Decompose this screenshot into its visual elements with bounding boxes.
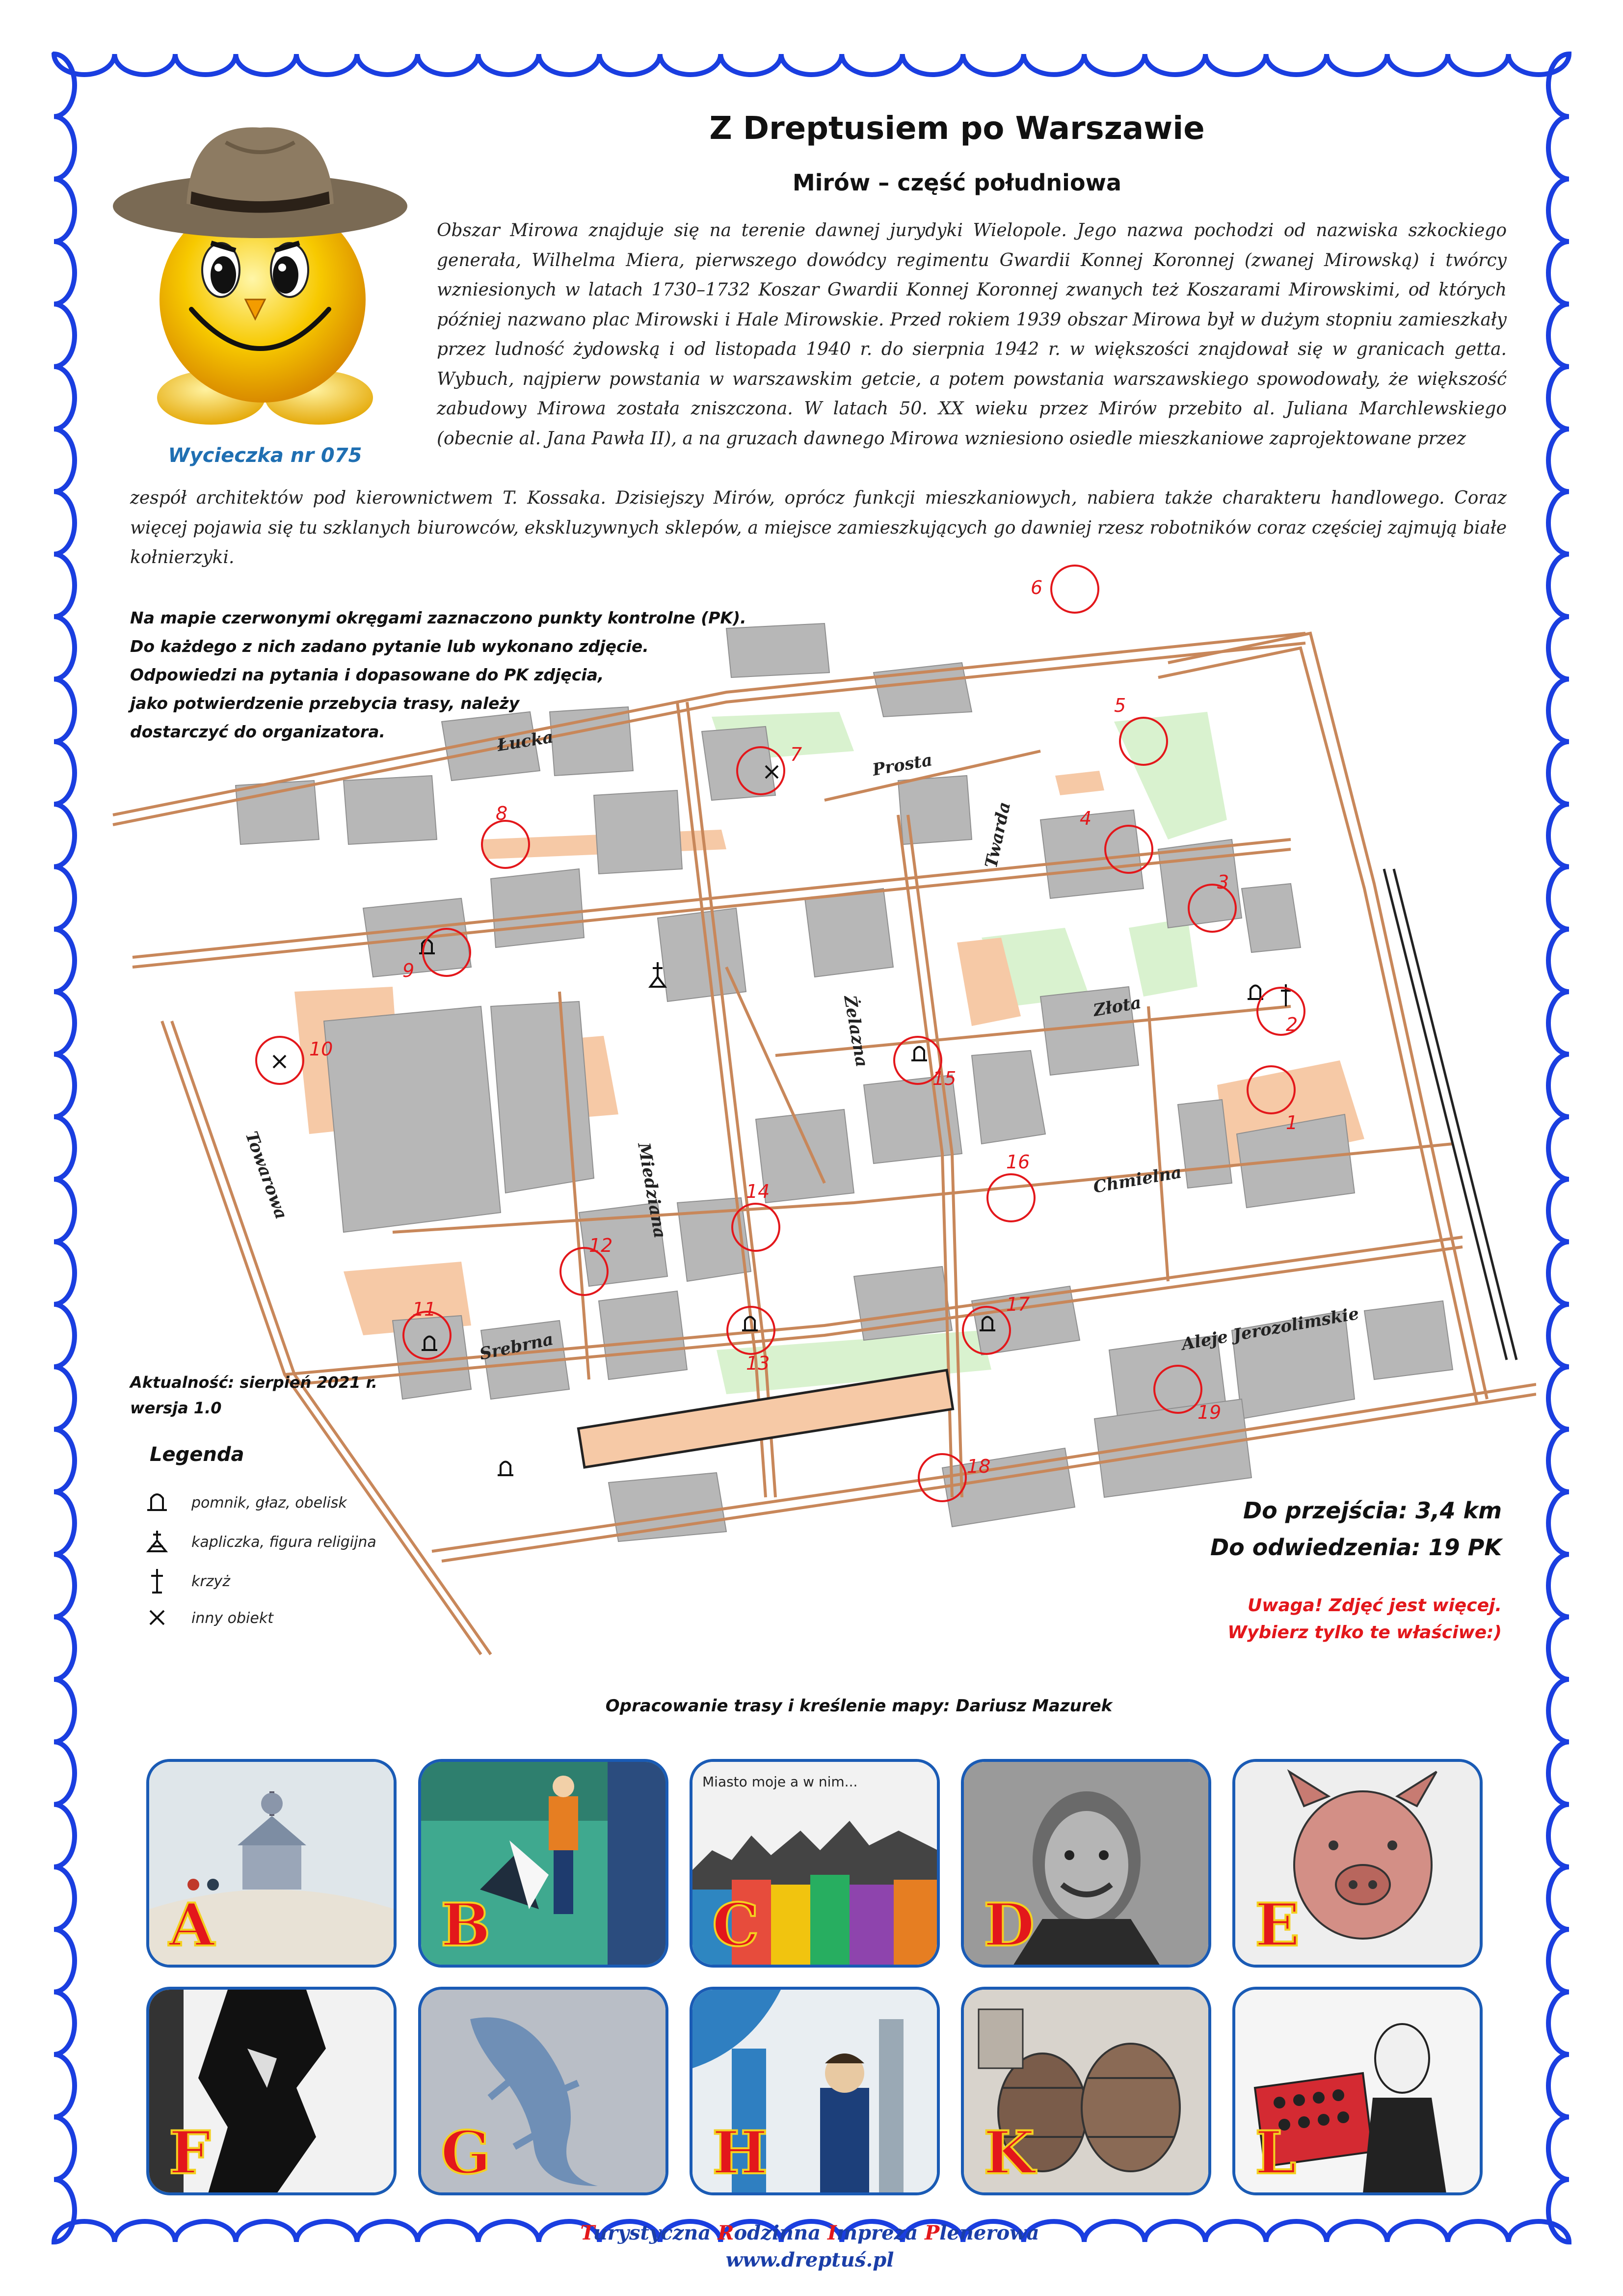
legend-row [142, 1566, 486, 1600]
version-number: wersja 1.0 [130, 1399, 222, 1417]
note-line: dostarczyć do organizatora. [130, 722, 386, 741]
checkpoint-label: 8 [496, 803, 508, 824]
checkpoint-label: 12 [589, 1235, 613, 1256]
legend-row [142, 1527, 486, 1561]
photo-letter: D [984, 1891, 1035, 1960]
photo-tile-g [418, 1987, 668, 2195]
warning-line: Uwaga! Zdjęć jest więcej. [1247, 1595, 1502, 1616]
street-prosta: Prosta [871, 750, 934, 780]
checkpoint-label: 2 [1286, 1014, 1298, 1035]
checkpoint-circle [1051, 566, 1098, 613]
photo-tile-k [961, 1987, 1211, 2195]
photo-letter: L [1255, 2118, 1297, 2188]
cross-icon [142, 1566, 172, 1595]
street-aleje-jerozolimskie: Aleje Jerozolimskie [1180, 1303, 1361, 1354]
monument-icon [498, 1462, 513, 1476]
photo-letter: H [712, 2118, 768, 2188]
note-line: Do każdego z nich zadano pytanie lub wykonano zdjęcie. [130, 637, 649, 656]
checkpoint-label: 11 [412, 1298, 436, 1320]
photo-letter: B [441, 1891, 491, 1960]
photo-letter: A [169, 1891, 215, 1960]
photo-letter: G [441, 2118, 491, 2188]
footer-url-link[interactable]: www.dreptuś.pl [725, 2248, 894, 2271]
legend-label: krzyż [191, 1573, 230, 1590]
footer-initial: P [925, 2221, 940, 2244]
legend-label: kapliczka, figura religijna [191, 1534, 376, 1551]
checkpoint-label: 10 [309, 1038, 333, 1060]
checkpoint-label: 6 [1031, 577, 1043, 598]
street-zelazna: Żelazna [840, 994, 872, 1069]
photo-tile-a [146, 1759, 397, 1968]
checkpoint-label: 17 [1006, 1294, 1030, 1315]
street-miedziana: Miedziana [634, 1141, 670, 1240]
footer-word: urystyczna [593, 2221, 718, 2244]
page-subtitle: Mirów – część południowa [792, 169, 1122, 196]
note-line: Odpowiedzi na pytania i dopasowane do PK zdjęcia, [130, 665, 604, 684]
checkpoint-label: 18 [967, 1456, 991, 1477]
note-line: Na mapie czerwonymi okręgami zaznaczono punkty kontrolne (PK). [130, 608, 746, 627]
street-lucka: Łucka [496, 727, 555, 756]
photo-letter: C [712, 1891, 759, 1960]
chapel-icon [142, 1527, 172, 1556]
photo-tile-d [961, 1759, 1211, 1968]
photo-tile-l [1232, 1987, 1483, 2195]
checkpoint-label: 1 [1286, 1112, 1298, 1134]
trip-number: Wycieczka nr 075 [168, 444, 362, 467]
street-zlota: Złota [1091, 993, 1143, 1021]
note-line: jako potwierdzenie przebycia trasy, należy [130, 694, 520, 713]
footer-initial: T [580, 2221, 593, 2244]
checkpoint-label: 14 [746, 1181, 770, 1202]
checkpoint-label: 19 [1197, 1402, 1222, 1423]
checkpoint-label: 15 [932, 1068, 957, 1089]
checkpoint-circle [987, 1174, 1035, 1221]
street-towarowa: Towarowa [241, 1129, 292, 1222]
map-note [130, 604, 793, 746]
version-info [130, 1370, 425, 1421]
checkpoint-label: 13 [746, 1352, 770, 1374]
version-date: Aktualność: sierpień 2021 r. [130, 1373, 377, 1392]
checkpoint-count: Do odwiedzenia: 19 PK [1210, 1534, 1502, 1561]
monument-icon [1248, 986, 1263, 999]
mural-caption: Miasto moje a w nim... [702, 1774, 858, 1790]
checkpoint-label: 7 [790, 744, 802, 765]
footer-tagline [344, 2221, 1276, 2244]
photo-tile-e [1232, 1759, 1483, 1968]
intro-text-top: Obszar Mirowa znajduje się na terenie dawnej jurydyki Wielopole. Jego nazwa pochodzi od nazwiska szkockiego generała, Wilhelma Miera, pierwszego dowódcy regimentu Gwardii Konnej Koronnej (zwanej Mirowską) i twórcy wzniesionych w latach 1730–1732 Koszar Gwardii Konnej Koronnej zwanych też Koszarami Mirowskimi, od których później nazwano plac Mirowski i Hale Mirowskie. Przed rokiem 1939 obszar Mirowa był w dużym stopniu zamieszkały przez ludność żydowską i od listopada 1940 r. do sierpnia 1942 r. w większości znajdował się w granicach getta. Wybuch, najpierw powstania w warszawskim getcie, a potem powstania warszawskiego spowodowały, że większość zabudowy Mirowa została zniszczona. W latach 50. XX wieku przez Mirów przebito al. Juliana Marchlewskiego (obecnie al. Jana Pawła II), a na gruzach dawnego Mirowa wzniesiono osiedle mieszkaniowe zaprojektowane przez [437, 220, 1507, 449]
monument-icon [911, 1047, 927, 1061]
route-distance: Do przejścia: 3,4 km [1243, 1497, 1502, 1524]
dreptus-mascot-image [113, 93, 407, 437]
photo-tile-f [146, 1987, 397, 2195]
photo-tile-b [418, 1759, 668, 1968]
street-chmielna: Chmielna [1091, 1162, 1183, 1197]
map-credit: Opracowanie trasy i kreślenie mapy: Dariusz Mazurek [605, 1696, 1113, 1716]
checkpoint-label: 4 [1080, 808, 1092, 829]
warning-line: Wybierz tylko te właściwe:) [1227, 1622, 1502, 1643]
photo-tile-h [690, 1987, 940, 2195]
footer-initial: R [718, 2221, 734, 2244]
legend-title: Legenda [150, 1443, 244, 1466]
legend-label: pomnik, głaz, obelisk [191, 1494, 347, 1512]
checkpoint-label: 3 [1217, 871, 1229, 893]
footer-word: lenerowa [939, 2221, 1039, 2244]
page-title: Z Dreptusiem po Warszawie [709, 110, 1205, 147]
footer-initial: I [827, 2221, 837, 2244]
intro-text-bottom: zespół architektów pod kierownictwem T. Kossaka. Dzisiejszy Mirów, oprócz funkcji mieszkaniowych, nabiera także charakteru handlowego. Coraz więcej pojawia się tu szklanych biurowców, ekskluzywnych sklepów, a miejsce zamieszkujących go dawniej rzesz robotników coraz częściej zajmują białe kołnierzyki. [130, 488, 1507, 567]
monument-icon [142, 1487, 172, 1517]
street-twarda: Twarda [981, 800, 1015, 870]
photo-letter: K [984, 2118, 1035, 2188]
footer-word: odzinna [734, 2221, 828, 2244]
legend-label: inny obiekt [191, 1610, 273, 1627]
checkpoint-label: 9 [402, 960, 415, 981]
legend-row [142, 1603, 486, 1637]
other-object-icon [142, 1603, 172, 1632]
checkpoint-label: 16 [1006, 1151, 1030, 1173]
checkpoint-label: 5 [1114, 695, 1126, 716]
legend-row [142, 1487, 486, 1522]
photo-letter: E [1255, 1891, 1300, 1960]
photo-letter: F [169, 2118, 211, 2188]
photo-tile-c [690, 1759, 940, 1968]
street-srebrna: Srebrna [478, 1329, 556, 1364]
other-object-icon [273, 1055, 286, 1068]
footer-word: mpreza [836, 2221, 925, 2244]
